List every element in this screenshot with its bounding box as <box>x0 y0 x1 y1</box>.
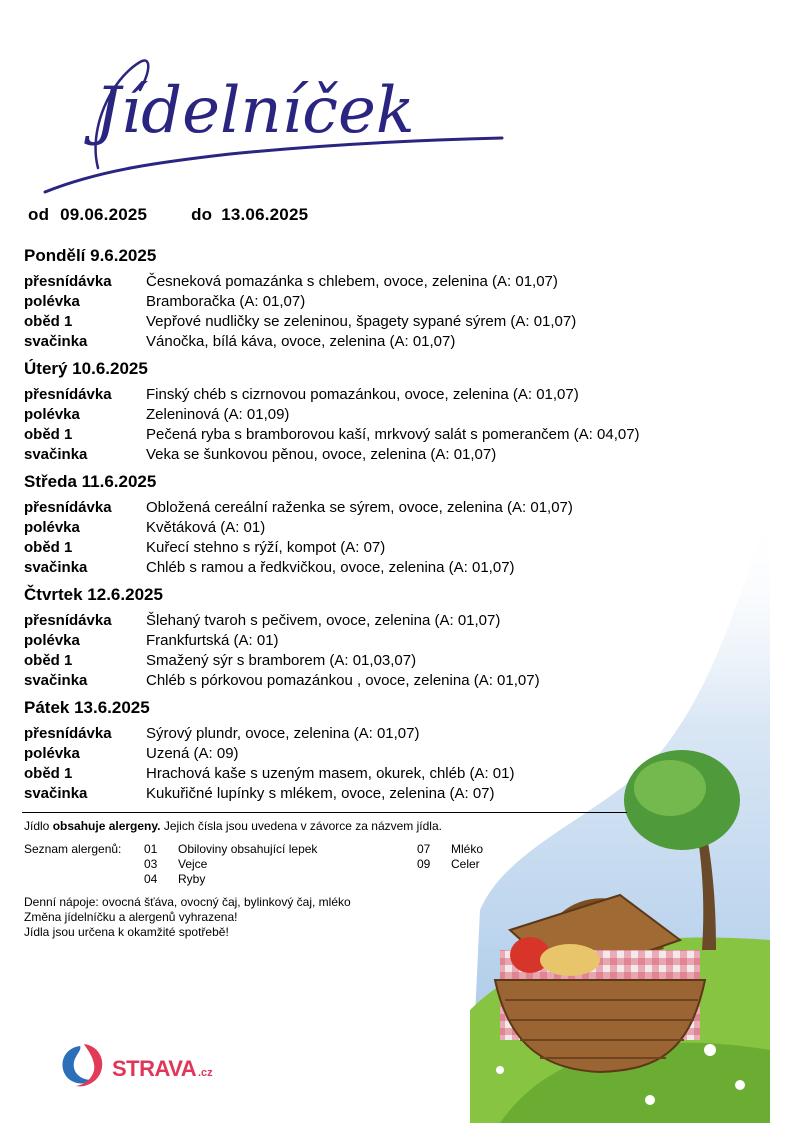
meal-text: Vánočka, bílá káva, ovoce, zelenina (A: 01,07) <box>146 333 456 350</box>
date-from-label: od <box>28 205 50 224</box>
day-section <box>24 244 724 352</box>
meal-type: přesnídávka <box>24 386 112 403</box>
meal-type: oběd 1 <box>24 765 73 782</box>
meal-type: přesnídávka <box>24 612 112 629</box>
meal-text: Obložená cereální raženka se sýrem, ovoce, zelenina (A: 01,07) <box>146 499 573 516</box>
day-section <box>24 696 724 804</box>
allergen-list-label: Seznam alergenů: <box>24 842 122 856</box>
meal-type: polévka <box>24 745 80 762</box>
date-to: 13.06.2025 <box>221 205 309 224</box>
meal-text: Hrachová kaše s uzeným masem, okurek, chléb (A: 01) <box>146 765 515 782</box>
meal-text: Bramboračka (A: 01,07) <box>146 293 306 310</box>
logo-swirl-blue <box>62 1046 92 1083</box>
title-text: Jídelníček <box>95 74 415 148</box>
meal-row <box>24 671 724 691</box>
immediate-consumption-line: Jídla jsou určena k okamžité spotřebě! <box>24 925 229 939</box>
meal-text: Frankfurtská (A: 01) <box>146 632 279 649</box>
allergen-name: Vejce <box>178 857 208 871</box>
meal-row <box>24 631 724 651</box>
day-title: Čtvrtek 12.6.2025 <box>24 585 163 604</box>
day-title: Pondělí 9.6.2025 <box>24 246 157 265</box>
meal-row <box>24 405 724 425</box>
meal-row <box>24 385 724 405</box>
meal-row <box>24 312 724 332</box>
weekly-menu <box>24 244 724 809</box>
flower <box>645 1095 655 1105</box>
allergen-code: 07 <box>417 842 431 856</box>
meal-text: Sýrový plundr, ovoce, zelenina (A: 01,07) <box>146 725 420 742</box>
allergen-name: Mléko <box>451 842 484 856</box>
allergen-item <box>144 857 207 872</box>
meal-row <box>24 558 724 578</box>
allergen-name: Ryby <box>178 872 206 886</box>
day-title: Středa 11.6.2025 <box>24 472 157 491</box>
meal-type: polévka <box>24 406 80 423</box>
meal-type: polévka <box>24 293 80 310</box>
divider <box>22 812 627 813</box>
date-range <box>28 205 308 225</box>
meal-row <box>24 724 724 744</box>
allergen-name: Obiloviny obsahující lepek <box>178 842 318 856</box>
allergen-name: Celer <box>451 857 480 871</box>
title-logo <box>40 50 510 200</box>
sandwich <box>540 944 600 976</box>
date-to-label: do <box>191 205 213 224</box>
allergen-code: 04 <box>144 872 158 886</box>
flower <box>735 1080 745 1090</box>
meal-text: Chléb s pórkovou pomazánkou , ovoce, zelenina (A: 01,07) <box>146 672 540 689</box>
meal-row <box>24 332 724 352</box>
allergen-item <box>144 872 205 887</box>
flower <box>704 1044 716 1056</box>
meal-text: Květáková (A: 01) <box>146 519 266 536</box>
allergen-code: 03 <box>144 857 158 871</box>
meal-type: svačinka <box>24 672 88 689</box>
meal-type: svačinka <box>24 333 88 350</box>
meal-row <box>24 538 724 558</box>
meal-row <box>24 518 724 538</box>
allergen-note-bold: obsahuje alergeny. <box>52 819 161 833</box>
meal-row <box>24 651 724 671</box>
meal-type: polévka <box>24 632 80 649</box>
meal-text: Veka se šunkovou pěnou, ovoce, zelenina (A: 01,07) <box>146 446 497 463</box>
footer-notes <box>24 895 351 940</box>
day-title: Pátek 13.6.2025 <box>24 698 150 717</box>
meal-text: Vepřové nudličky se zeleninou, špagety sypané sýrem (A: 01,07) <box>146 313 577 330</box>
meal-type: oběd 1 <box>24 426 73 443</box>
meal-text: Česneková pomazánka s chlebem, ovoce, zelenina (A: 01,07) <box>146 273 558 290</box>
day-section <box>24 357 724 465</box>
meal-row <box>24 498 724 518</box>
meal-text: Kuřecí stehno s rýží, kompot (A: 07) <box>146 539 386 556</box>
allergen-item <box>417 857 480 872</box>
logo-suffix: .cz <box>198 1067 213 1079</box>
meal-type: oběd 1 <box>24 652 73 669</box>
date-from: 09.06.2025 <box>60 205 148 224</box>
meal-row <box>24 272 724 292</box>
allergen-note-prefix: Jídlo <box>24 819 53 833</box>
day-section <box>24 583 724 691</box>
allergen-item <box>417 842 483 857</box>
meal-type: svačinka <box>24 559 88 576</box>
allergen-code: 01 <box>144 842 158 856</box>
meal-row <box>24 764 724 784</box>
allergen-note-suffix: Jejich čísla jsou uvedena v závorce za názvem jídla. <box>160 819 442 833</box>
meal-text: Šlehaný tvaroh s pečivem, ovoce, zelenina (A: 01,07) <box>146 612 501 629</box>
meal-text: Chléb s ramou a ředkvičkou, ovoce, zelenina (A: 01,07) <box>146 559 515 576</box>
allergen-note <box>24 819 442 834</box>
daily-drinks-line: Denní nápoje: ovocná šťáva, ovocný čaj, bylinkový čaj, mléko <box>24 895 351 909</box>
allergen-item <box>144 842 317 857</box>
meal-row <box>24 744 724 764</box>
meal-text: Zeleninová (A: 01,09) <box>146 406 290 423</box>
meal-text: Uzená (A: 09) <box>146 745 239 762</box>
menu-change-line: Změna jídelníčku a alergenů vyhrazena! <box>24 910 238 924</box>
meal-text: Pečená ryba s bramborovou kaší, mrkvový salát s pomerančem (A: 04,07) <box>146 426 640 443</box>
meal-row <box>24 425 724 445</box>
meal-type: svačinka <box>24 446 88 463</box>
meal-text: Finský chéb s cizrnovou pomazánkou, ovoce, zelenina (A: 01,07) <box>146 386 579 403</box>
strava-logo <box>58 1042 228 1092</box>
meal-row <box>24 445 724 465</box>
meal-text: Smažený sýr s bramborem (A: 01,03,07) <box>146 652 417 669</box>
meal-type: polévka <box>24 519 80 536</box>
allergen-list <box>24 842 544 892</box>
meal-type: svačinka <box>24 785 88 802</box>
meal-type: přesnídávka <box>24 499 112 516</box>
meal-type: oběd 1 <box>24 539 73 556</box>
logo-text: STRAVA <box>112 1056 197 1081</box>
flower <box>496 1066 504 1074</box>
meal-text: Kukuřičné lupínky s mlékem, ovoce, zelenina (A: 07) <box>146 785 495 802</box>
meal-row <box>24 611 724 631</box>
meal-type: oběd 1 <box>24 313 73 330</box>
allergen-code: 09 <box>417 857 431 871</box>
meal-row <box>24 784 724 804</box>
day-title: Úterý 10.6.2025 <box>24 359 148 378</box>
meal-type: přesnídávka <box>24 725 112 742</box>
meal-row <box>24 292 724 312</box>
meal-type: přesnídávka <box>24 273 112 290</box>
day-section <box>24 470 724 578</box>
